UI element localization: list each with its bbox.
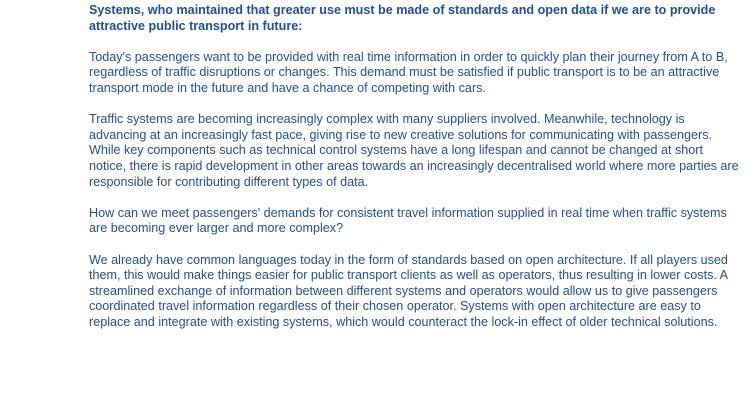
paragraph-standards: We already have common languages today in the form of standards based on open architecture. If all players used them, this would make things easier for public transport clients as well as operators, thus resulting in lower costs. A streamlined exchange of information between different systems and operators would allow us to give passengers coordinated travel information regardless of their chosen operator. Systems with open architecture are easy to replace and integrate with existing systems, which would counteract the lock-in effect of older technical solutions. [89, 252, 728, 329]
paragraph-question: How can we meet passengers' demands for consistent travel information supplied in real time when traffic systems are becoming ever larger and more complex? [89, 205, 727, 236]
paragraph-traffic-systems: Traffic systems are becoming increasingly complex with many suppliers involved. Meanwhile, technology is advancing at an increasingly fast pace, giving rise to new creative solutions for communicating with passengers. While key components such as technical control systems have a long lifespan and cannot be changed at short notice, there is rapid development in other areas towards an increasingly decentralised world where more parties are responsible for contributing different types of data. [89, 112, 739, 189]
document-body [89, 3, 739, 346]
paragraph-passengers: Today's passengers want to be provided with real time information in order to quickly plan their journey from A to B, regardless of traffic disruptions or changes. This demand must be satisfied if public transport is to be an attractive transport mode in the future and have a chance of competing with cars. [89, 49, 728, 95]
section-heading: Systems, who maintained that greater use must be made of standards and open data if we are to provide attractive public transport in future: [89, 3, 716, 33]
